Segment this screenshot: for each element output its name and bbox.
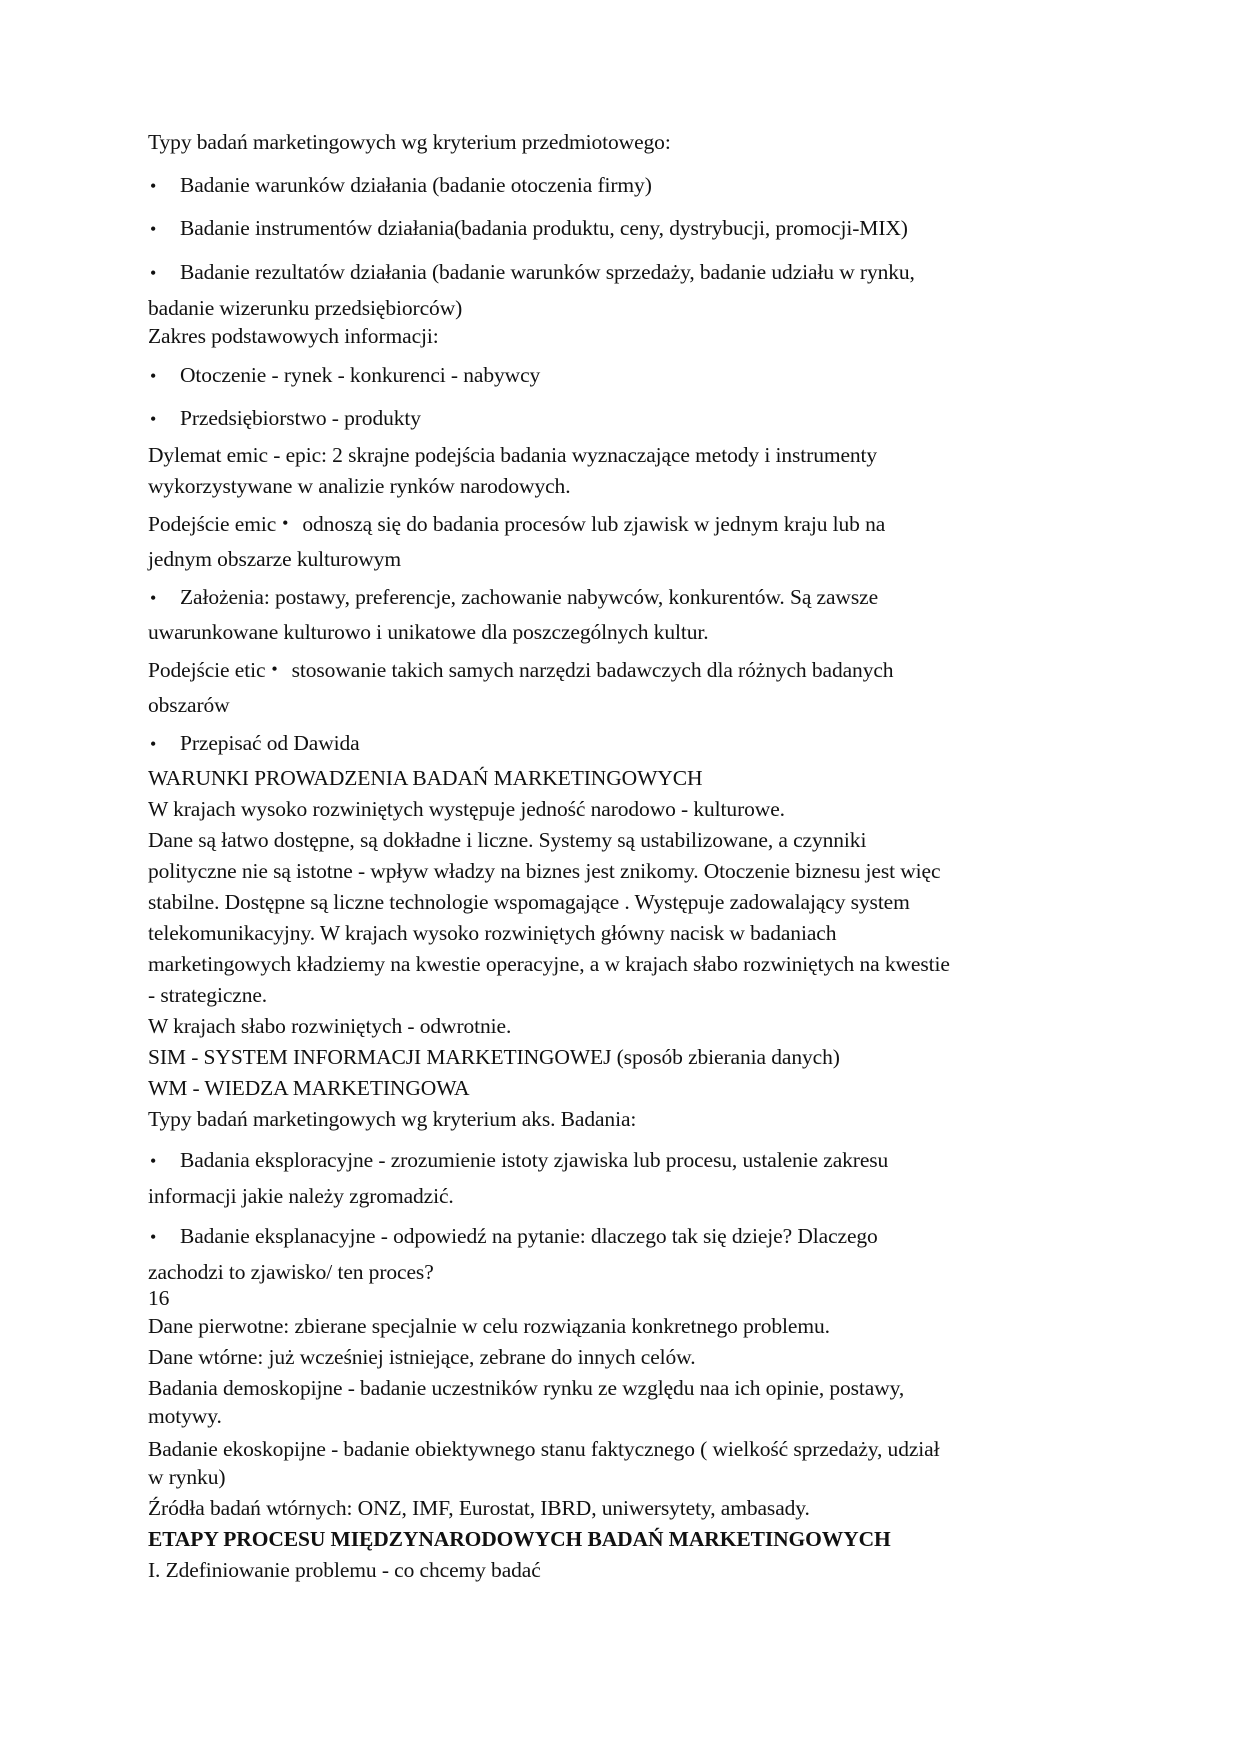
bullet-icon: • xyxy=(150,263,157,283)
paragraph-line: Dane są łatwo dostępne, są dokładne i liczne. Systemy są ustabilizowane, a czynniki xyxy=(148,828,867,852)
definition-text: odnoszą się do badania procesów lub zjawisk w jednym kraju lub na xyxy=(302,512,886,536)
paragraph-line: W krajach słabo rozwiniętych ‑ odwrotnie. xyxy=(148,1014,512,1038)
paragraph-line: marketingowych kładziemy na kwestie operacyjne, a w krajach słabo rozwiniętych na kwestie xyxy=(148,952,950,976)
paragraph-line: polityczne nie są istotne ‑ wpływ władzy na biznes jest znikomy. Otoczenie biznesu jest więc xyxy=(148,859,941,883)
paragraph-line: WM ‑ WIEDZA MARKETINGOWA xyxy=(148,1076,470,1100)
bullet-icon: • xyxy=(150,1151,157,1171)
bullet-icon: • xyxy=(150,176,157,196)
bullet-item: Badanie warunków działania (badanie otoczenia firmy) xyxy=(180,173,652,197)
bullet-icon: • xyxy=(150,409,157,429)
paragraph-line: Dane wtórne: już wcześniej istniejące, zebrane do innych celów. xyxy=(148,1345,696,1369)
paragraph-line xyxy=(148,660,893,682)
paragraph-line: stabilne. Dostępne są liczne technologie wspomagające . Występuje zadowalający system xyxy=(148,890,910,914)
paragraph-line: uwarunkowane kulturowo i unikatowe dla poszczególnych kultur. xyxy=(148,620,709,644)
term-label: Podejście etic xyxy=(148,658,266,682)
bullet-item: Otoczenie ‑ rynek ‑ konkurenci ‑ nabywcy xyxy=(180,363,541,387)
paragraph-line: Zakres podstawowych informacji: xyxy=(148,324,439,348)
definition-text: stosowanie takich samych narzędzi badawczych dla różnych badanych xyxy=(291,658,894,682)
bullet-icon: • xyxy=(150,588,157,608)
paragraph-line: motywy. xyxy=(148,1404,222,1428)
paragraph-line: w rynku) xyxy=(148,1465,226,1489)
paragraph-line: Badania demoskopijne ‑ badanie uczestników rynku ze względu naa ich opinie, postawy, xyxy=(148,1376,905,1400)
term-label: Podejście emic xyxy=(148,512,277,536)
paragraph-line: informacji jakie należy zgromadzić. xyxy=(148,1184,454,1208)
section-heading: ETAPY PROCESU MIĘDZYNARODOWYCH BADAŃ MARKETINGOWYCH xyxy=(148,1527,891,1551)
paragraph-line: W krajach wysoko rozwiniętych występuje jedność narodowo ‑ kulturowe. xyxy=(148,797,785,821)
paragraph-line: badanie wizerunku przedsiębiorców) xyxy=(148,296,463,320)
paragraph-line: Typy badań marketingowych wg kryterium przedmiotowego: xyxy=(148,130,671,154)
paragraph-line: WARUNKI PROWADZENIA BADAŃ MARKETINGOWYCH xyxy=(148,766,703,790)
bullet-icon: • xyxy=(271,659,278,679)
paragraph-line: 16 xyxy=(148,1286,170,1310)
paragraph-line: Badanie ekoskopijne - badanie obiektywnego stanu faktycznego ( wielkość sprzedaży, udział xyxy=(148,1437,940,1461)
bullet-icon: • xyxy=(150,366,157,386)
bullet-item: Przepisać od Dawida xyxy=(180,731,360,755)
bullet-item: Przedsiębiorstwo ‑ produkty xyxy=(180,406,421,430)
paragraph-line: obszarów xyxy=(148,693,230,717)
paragraph-line: Dane pierwotne: zbierane specjalnie w celu rozwiązania konkretnego problemu. xyxy=(148,1314,830,1338)
paragraph-line xyxy=(148,514,885,536)
paragraph-line: Typy badań marketingowych wg kryterium aks. Badania: xyxy=(148,1107,637,1131)
bullet-icon: • xyxy=(150,1227,157,1247)
paragraph-line: I. Zdefiniowanie problemu ‑ co chcemy badać xyxy=(148,1558,541,1582)
paragraph-line: telekomunikacyjny. W krajach wysoko rozwiniętych główny nacisk w badaniach xyxy=(148,921,837,945)
bullet-item: Założenia: postawy, preferencje, zachowanie nabywców, konkurentów. Są zawsze xyxy=(180,585,879,609)
paragraph-line: wykorzystywane w analizie rynków narodowych. xyxy=(148,474,571,498)
bullet-item: Badanie instrumentów działania(badania produktu, ceny, dystrybucji, promocji‑MIX) xyxy=(180,216,908,240)
bullet-item: Badanie eksplanacyjne ‑ odpowiedź na pytanie: dlaczego tak się dzieje? Dlaczego xyxy=(180,1224,878,1248)
bullet-icon: • xyxy=(282,513,289,533)
paragraph-line: jednym obszarze kulturowym xyxy=(148,547,401,571)
paragraph-line: ‑ strategiczne. xyxy=(148,983,268,1007)
bullet-item: Badania eksploracyjne ‑ zrozumienie istoty zjawiska lub procesu, ustalenie zakresu xyxy=(180,1148,889,1172)
bullet-icon: • xyxy=(150,219,157,239)
paragraph-line: Dylemat emic ‑ epic: 2 skrajne podejścia badania wyznaczające metody i instrumenty xyxy=(148,443,878,467)
paragraph-line: SIM ‑ SYSTEM INFORMACJI MARKETINGOWEJ (sposób zbierania danych) xyxy=(148,1045,840,1069)
paragraph-line: zachodzi to zjawisko/ ten proces? xyxy=(148,1260,434,1284)
bullet-item: Badanie rezultatów działania (badanie warunków sprzedaży, badanie udziału w rynku, xyxy=(180,260,915,284)
bullet-icon: • xyxy=(150,734,157,754)
paragraph-line: Źródła badań wtórnych: ONZ, IMF, Eurostat, IBRD, uniwersytety, ambasady. xyxy=(148,1496,810,1520)
